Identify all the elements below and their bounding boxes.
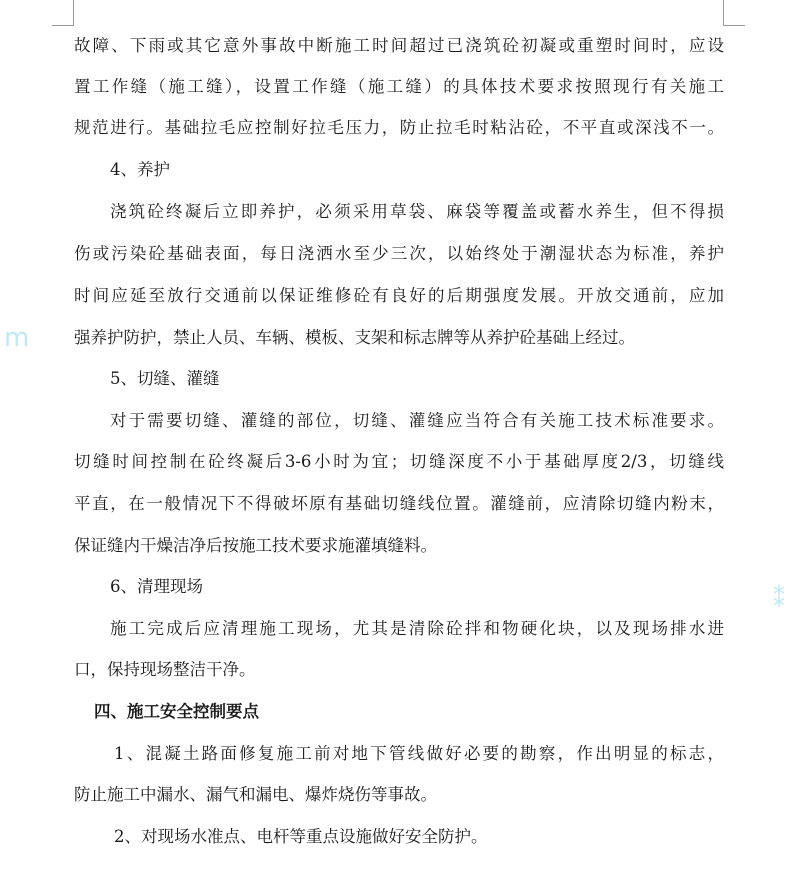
paragraph-line: 平直，在一般情况下不得破坏原有基础切缝线位置。灌缝前，应清除切缝内粉末， — [74, 494, 724, 513]
section-heading: 4、养护 — [110, 160, 170, 179]
section-heading: 6、清理现场 — [110, 577, 203, 596]
paragraph-line: 时间应延至放行交通前以保证维修砼有良好的后期强度发展。开放交通前，应加 — [74, 286, 724, 305]
paragraph-line: 2、对现场水准点、电杆等重点设施做好安全防护。 — [114, 827, 488, 846]
paragraph-line: 口，保持现场整洁干净。 — [74, 660, 256, 679]
paragraph-line: 故障、下雨或其它意外事故中断施工时间超过已浇筑砼初凝或重塑时间时，应设 — [74, 36, 724, 55]
edge-mark-left: m — [4, 323, 30, 353]
paragraph-line: 强养护防护，禁止人员、车辆、模板、支架和标志牌等从养护砼基础上经过。 — [74, 328, 635, 347]
paragraph-line: 保证缝内干燥洁净后按施工技术要求施灌填缝料。 — [74, 536, 437, 555]
edge-mark-right-icon: ⁑ — [773, 585, 785, 613]
paragraph-line: 防止施工中漏水、漏气和漏电、爆炸烧伤等事故。 — [74, 785, 437, 804]
margin-corner-top-right — [723, 0, 745, 26]
paragraph-line: 规范进行。基础拉毛应控制好拉毛压力，防止拉毛时粘沾砼，不平直或深浅不一。 — [74, 118, 724, 137]
paragraph-line: 伤或污染砼基础表面，每日浇洒水至少三次，以始终处于潮湿状态为标准，养护 — [74, 244, 724, 263]
paragraph-line: 切缝时间控制在砼终凝后3-6小时为宜；切缝深度不小于基础厚度2/3，切缝线 — [74, 452, 724, 471]
paragraph-line: 浇筑砼终凝后立即养护，必须采用草袋、麻袋等覆盖或蓄水养生，但不得损 — [110, 202, 724, 221]
paragraph-line: 施工完成后应清理施工现场，尤其是清除砼拌和物硬化块，以及现场排水进 — [110, 619, 724, 638]
paragraph-line: 置工作缝（施工缝），设置工作缝（施工缝）的具体技术要求按照现行有关施工 — [74, 77, 724, 96]
paragraph-line: 1、混凝土路面修复施工前对地下管线做好必要的勘察，作出明显的标志， — [114, 744, 724, 763]
paragraph-line: 对于需要切缝、灌缝的部位，切缝、灌缝应当符合有关施工技术标准要求。 — [110, 411, 724, 430]
chapter-heading: 四、施工安全控制要点 — [94, 702, 259, 721]
margin-corner-top-left — [52, 0, 74, 26]
section-heading: 5、切缝、灌缝 — [110, 369, 220, 388]
